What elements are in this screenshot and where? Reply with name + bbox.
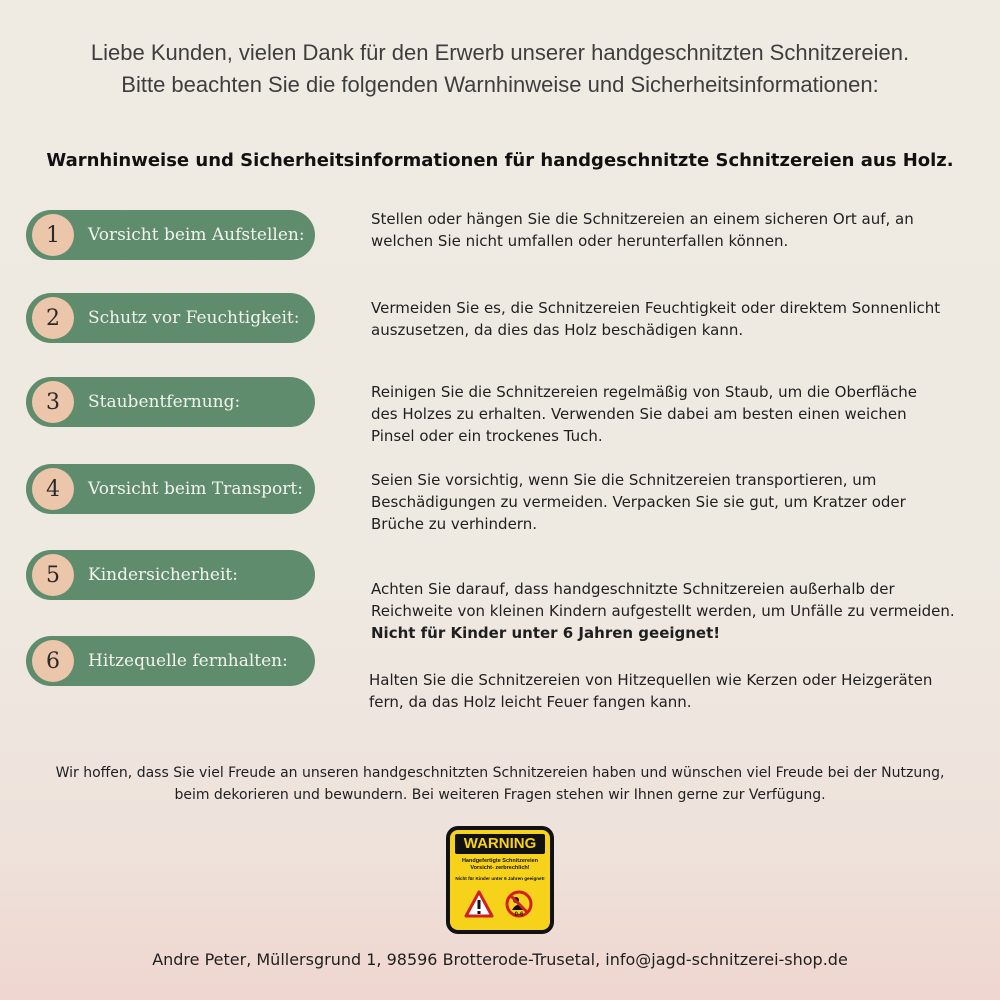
- pill-label: Schutz vor Feuchtigkeit:: [88, 308, 300, 328]
- closing-text: [0, 762, 1000, 806]
- pill-item-4: [26, 464, 315, 514]
- pill-label: Kindersicherheit:: [88, 565, 238, 585]
- description-2: [371, 297, 971, 341]
- pill-item-6: [26, 636, 315, 686]
- pill-label: Vorsicht beim Aufstellen:: [88, 225, 305, 245]
- description-line: Reichweite von kleinen Kindern aufgestellt werden, um Unfälle zu vermeiden.: [371, 602, 955, 620]
- pill-label: Hitzequelle fernhalten:: [88, 651, 288, 671]
- intro-line-2: Bitte beachten Sie die folgenden Warnhinweise und Sicherheitsinformationen:: [121, 72, 879, 97]
- description-line: Reinigen Sie die Schnitzereien regelmäßig von Staub, um die Oberfläche: [371, 383, 917, 401]
- age-label: 0-6: [514, 912, 524, 918]
- intro-line-1: Liebe Kunden, vielen Dank für den Erwerb unserer handgeschnitzten Schnitzereien.: [90, 40, 910, 65]
- pill-item-3: [26, 377, 315, 427]
- description-line: Beschädigungen zu vermeiden. Verpacken Sie sie gut, um Kratzer oder: [371, 493, 906, 511]
- closing-line-1: Wir hoffen, dass Sie viel Freude an unseren handgeschnitzten Schnitzereien haben und wünschen viel Freude bei der Nutzung,: [55, 765, 945, 781]
- warning-sign-line-1: Handgefertigte Schnitzereien: [461, 858, 539, 864]
- description-6: [369, 669, 969, 713]
- warning-sign-line-3: Nicht für Kinder unter 6 Jahren geeignet!: [455, 876, 545, 881]
- description-4: [371, 469, 971, 535]
- pill-item-5: [26, 550, 315, 600]
- description-line: Pinsel oder ein trockenes Tuch.: [371, 427, 603, 445]
- pill-item-2: [26, 293, 315, 343]
- description-line: welchen Sie nicht umfallen oder herunterfallen können.: [371, 232, 789, 250]
- warning-sign: [446, 826, 554, 934]
- description-line: fern, da das Holz leicht Feuer fangen kann.: [369, 693, 692, 711]
- number-badge: 2: [32, 297, 74, 339]
- closing-line-2: beim dekorieren und bewundern. Bei weiteren Fragen stehen wir Ihnen gerne zur Verfügung.: [174, 787, 826, 803]
- description-5: [371, 578, 971, 644]
- description-line: Stellen oder hängen Sie die Schnitzereien an einem sicheren Ort auf, an: [371, 210, 914, 228]
- age-warning: Nicht für Kinder unter 6 Jahren geeignet!: [371, 624, 721, 642]
- number-badge: 4: [32, 468, 74, 510]
- page-heading: Warnhinweise und Sicherheitsinformationen für handgeschnitzte Schnitzereien aus Holz.: [46, 150, 954, 171]
- warning-sign-line-2: Vorsicht- zerbrechlich!: [470, 865, 530, 871]
- warning-sign-title: WARNING: [455, 834, 545, 854]
- pill-label: Vorsicht beim Transport:: [88, 479, 303, 499]
- pill-label: Staubentfernung:: [88, 392, 241, 412]
- description-line: Seien Sie vorsichtig, wenn Sie die Schnitzereien transportieren, um: [371, 471, 877, 489]
- pill-item-1: [26, 210, 315, 260]
- number-badge: 1: [32, 214, 74, 256]
- number-badge: 3: [32, 381, 74, 423]
- description-line: Achten Sie darauf, dass handgeschnitzte Schnitzereien außerhalb der: [371, 580, 895, 598]
- description-line: Vermeiden Sie es, die Schnitzereien Feuchtigkeit oder direktem Sonnenlicht: [371, 299, 941, 317]
- description-line: des Holzes zu erhalten. Verwenden Sie dabei am besten einen weichen: [371, 405, 907, 423]
- number-badge: 6: [32, 640, 74, 682]
- description-line: auszusetzen, da dies das Holz beschädigen kann.: [371, 321, 744, 339]
- warning-triangle-icon: [464, 890, 494, 918]
- footer-address: Andre Peter, Müllersgrund 1, 98596 Brotterode-Trusetal, info@jagd-schnitzerei-shop.de: [152, 950, 848, 969]
- description-line: Halten Sie die Schnitzereien von Hitzequellen wie Kerzen oder Heizgeräten: [369, 671, 933, 689]
- description-line: Brüche zu verhindern.: [371, 515, 537, 533]
- number-badge: 5: [32, 554, 74, 596]
- description-3: [371, 381, 971, 447]
- description-1: [371, 208, 971, 252]
- no-children-icon: [505, 890, 533, 918]
